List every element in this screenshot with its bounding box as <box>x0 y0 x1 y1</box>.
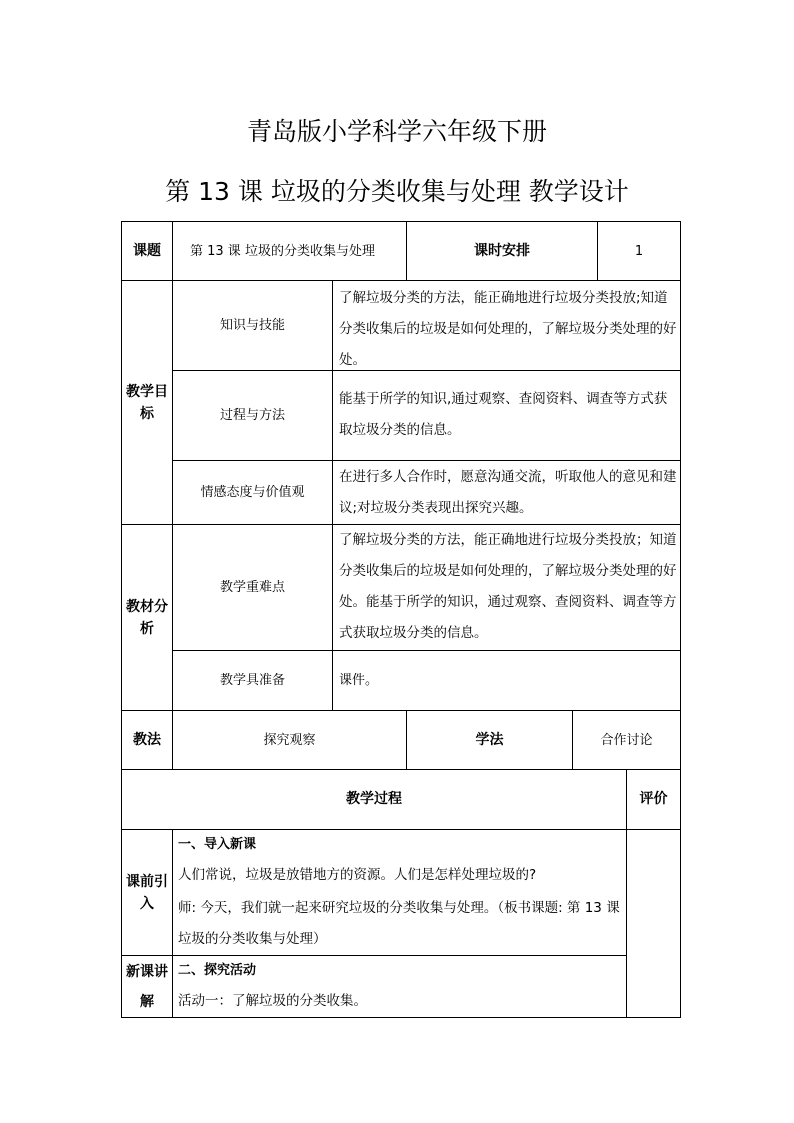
learn-method-value: 合作讨论 <box>600 732 653 748</box>
learn-method-label: 学法 <box>475 731 504 748</box>
intro-heading: 一、导入新课 <box>178 837 257 852</box>
objective-text-knowledge: 了解垃圾分类的方法，能正确地进行垃圾分类投放;知道分类收集后的垃圾是如何处理的，了解垃圾分类处理的好处。 <box>339 290 677 368</box>
objective-text-attitude: 在进行多人合作时，愿意沟通交流，听取他人的意见和建议;对垃圾分类表现出探究兴趣。 <box>339 469 677 516</box>
lesson-label: 新课讲解 <box>126 963 168 1010</box>
page-subtitle: 第 13 课 垃圾的分类收集与处理 教学设计 <box>165 177 629 206</box>
intro-line-1: 人们常说，垃圾是放错地方的资源。人们是怎样处理垃圾的? <box>178 867 537 883</box>
objective-name-knowledge: 知识与技能 <box>219 318 285 333</box>
teach-method-label: 教法 <box>133 731 161 748</box>
page-title: 青岛版小学科学六年级下册 <box>246 117 547 146</box>
analysis-text-materials: 课件。 <box>339 673 379 688</box>
hours-value: 1 <box>634 243 644 259</box>
lesson-heading: 二、探究活动 <box>178 963 257 978</box>
evaluation-label: 评价 <box>639 791 668 807</box>
analysis-name-materials: 教学具准备 <box>219 673 285 688</box>
lesson-line-1: 活动一：了解垃圾的分类收集。 <box>178 993 367 1009</box>
analysis-text-key-points: 了解垃圾分类的方法，能正确地进行垃圾分类投放；知道分类收集后的垃圾是如何处理的，了解垃圾分类处理的好处。能基于所学的知识，通过观察、查阅资料、调查等方式获取垃圾分类的信息。 <box>339 532 677 641</box>
objectives-label: 教学目标 <box>126 383 168 422</box>
objective-text-process: 能基于所学的知识,通过观察、查阅资料、调查等方式获取垃圾分类的信息。 <box>339 391 668 438</box>
process-label: 教学过程 <box>346 791 402 807</box>
intro-line-2: 师: 今天，我们就一起来研究垃圾的分类收集与处理。（板书课题: 第 13 课 垃圾的分类收集与处理） <box>178 900 620 947</box>
topic-label: 课题 <box>133 242 161 259</box>
teach-method-value: 探究观察 <box>263 732 316 748</box>
analysis-label: 教材分析 <box>126 598 168 637</box>
intro-label: 课前引入 <box>126 873 168 912</box>
hours-label: 课时安排 <box>474 242 530 259</box>
objective-name-attitude: 情感态度与价值观 <box>200 485 305 500</box>
analysis-name-key-points: 教学重难点 <box>219 580 285 595</box>
objective-name-process: 过程与方法 <box>219 408 285 423</box>
topic-value: 第 13 课 垃圾的分类收集与处理 <box>190 243 375 259</box>
